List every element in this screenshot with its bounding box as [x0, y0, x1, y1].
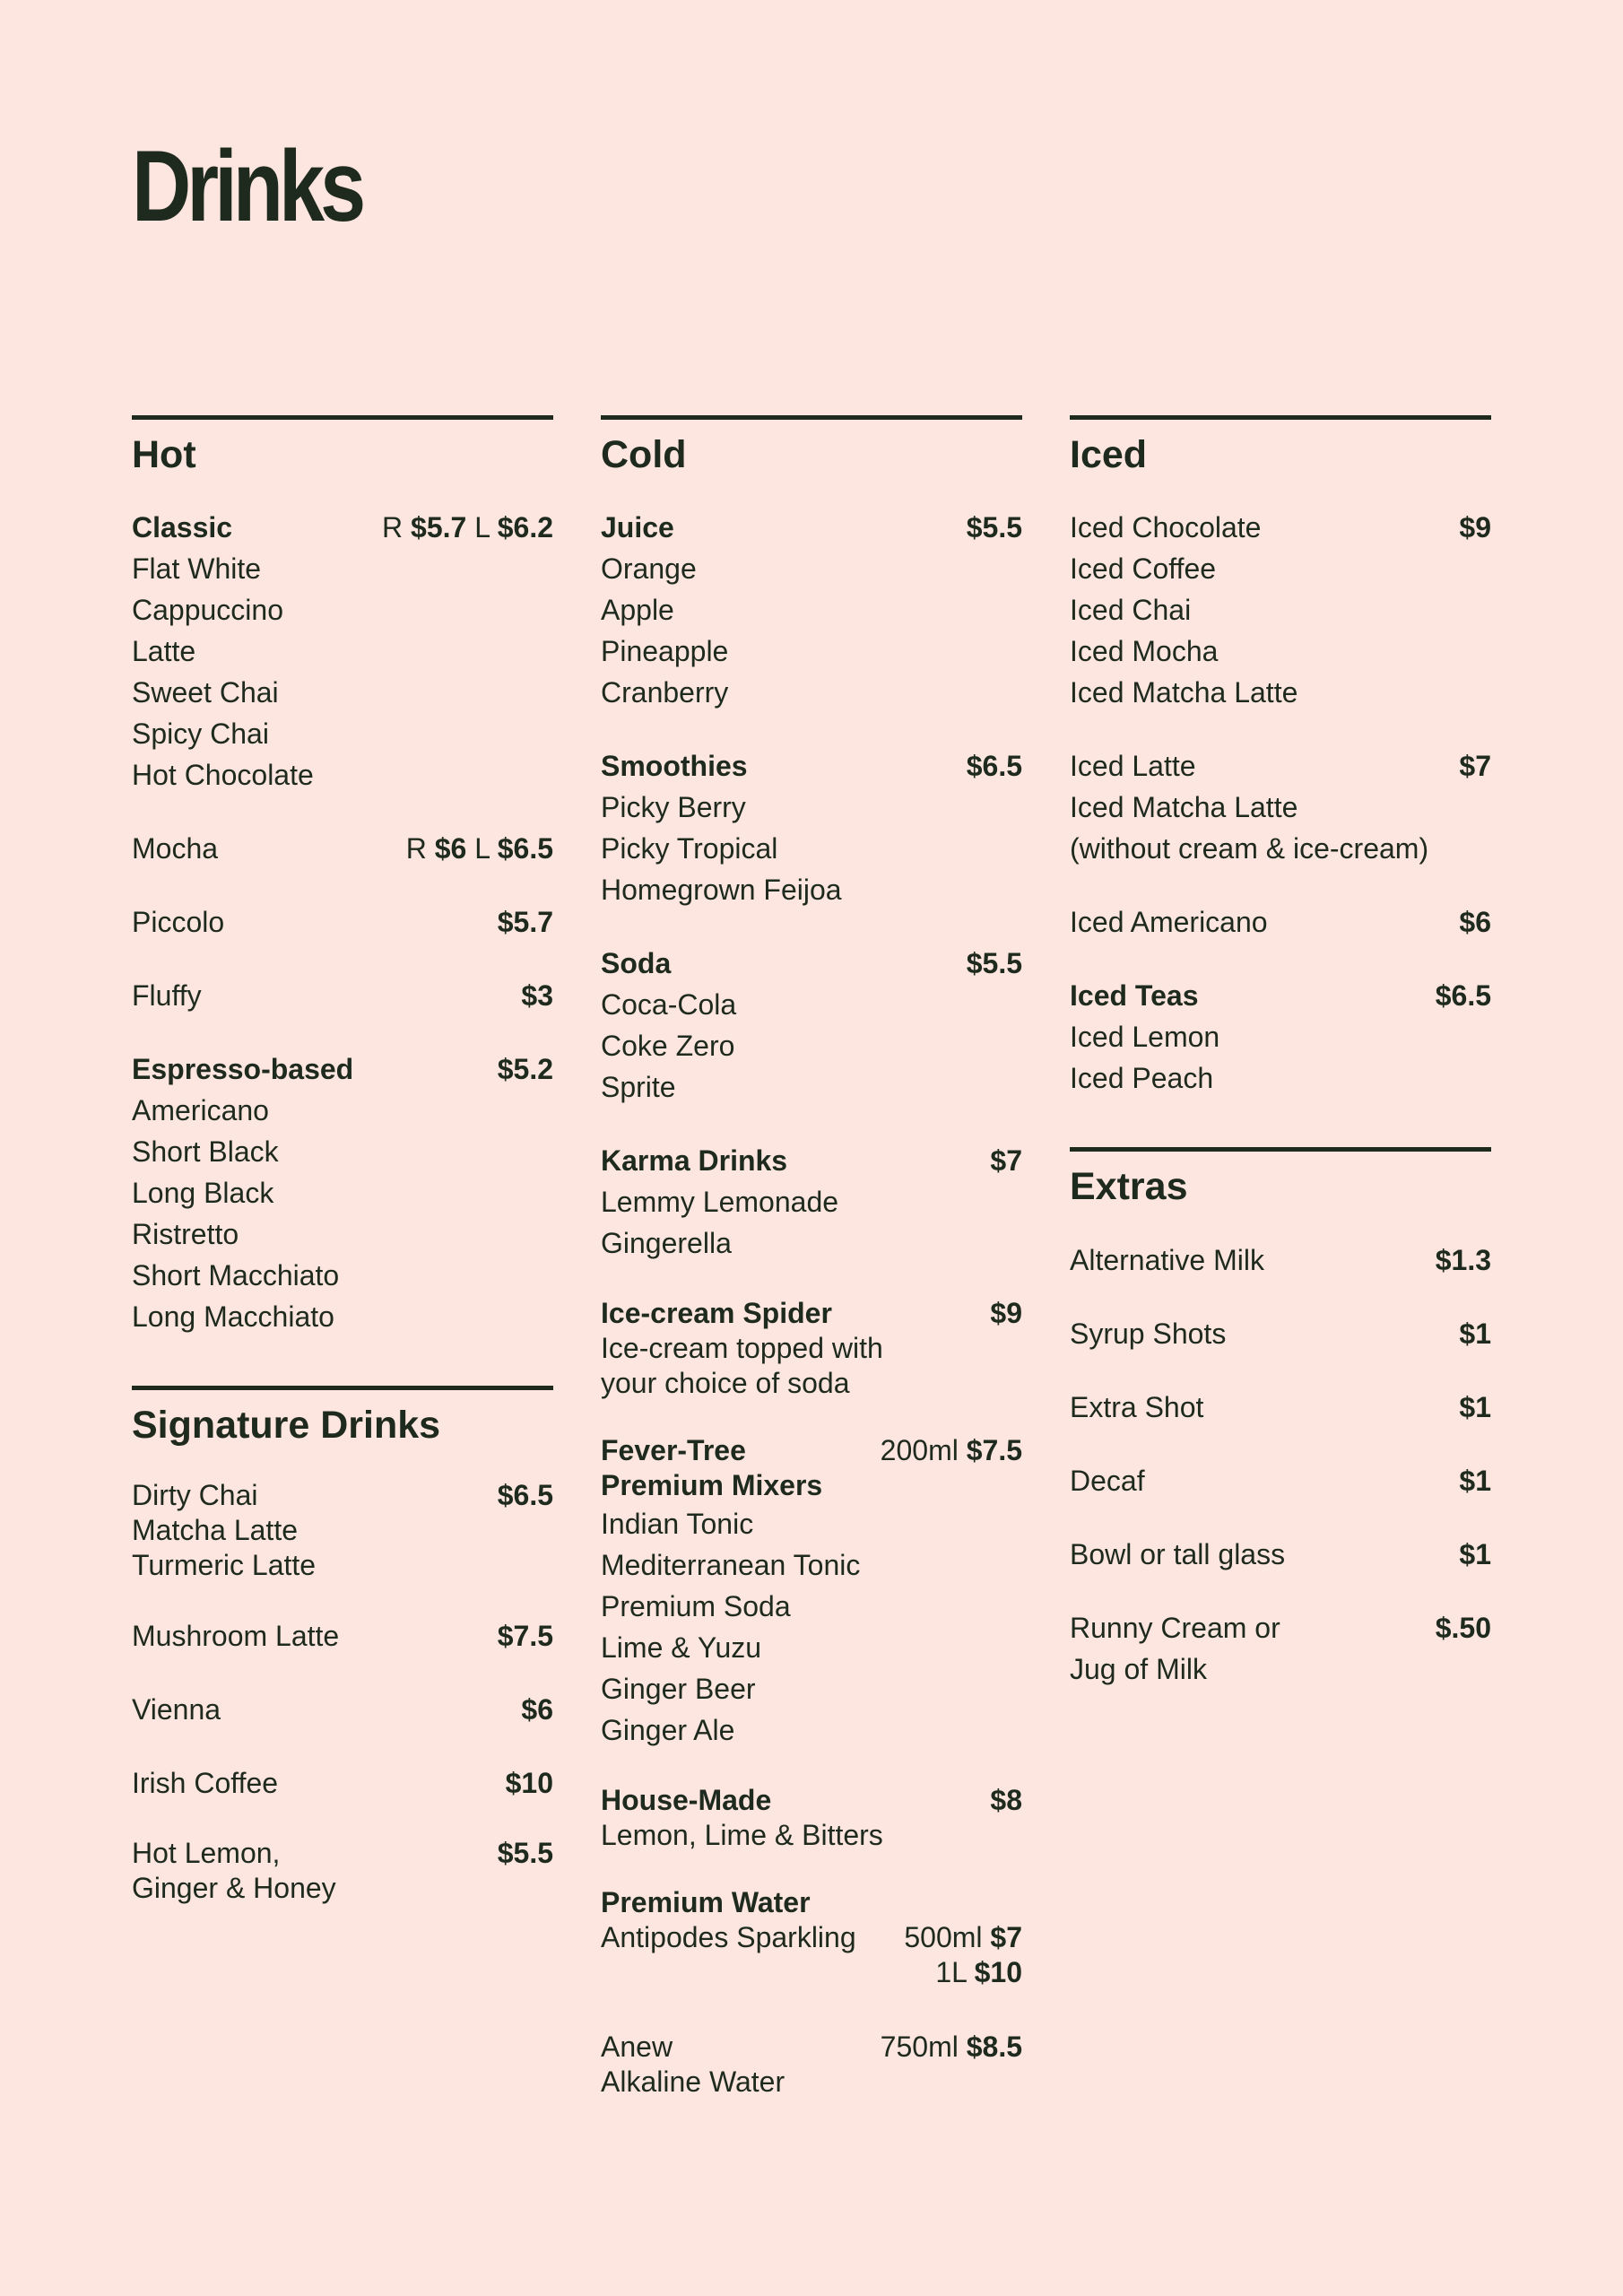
mocha-price: R $6 L $6.5 — [405, 832, 553, 865]
list-item: Matcha Latte — [132, 1513, 298, 1546]
list-item: Iced Matcha Latte — [1070, 676, 1298, 709]
list-item: Lemmy Lemonade — [601, 1186, 839, 1219]
list-item: Long Macchiato — [132, 1300, 334, 1334]
list-item: Americano — [132, 1094, 269, 1127]
extras-cream-item: Runny Cream or $.50 Jug of Milk — [1070, 1611, 1491, 1685]
list-item: Short Black — [132, 1135, 279, 1169]
karma-group: Karma Drinks $7 Lemmy Lemonade Gingerella — [601, 1140, 1022, 1264]
iced-teas-group: Iced Teas $6.5 Iced Lemon Iced Peach — [1070, 975, 1491, 1099]
spider-group: Ice-cream Spider $9 Ice-cream topped with your choice of soda — [601, 1297, 1022, 1400]
hot-lemon-item: Hot Lemon, $5.5 Ginger & Honey — [132, 1836, 553, 1904]
list-item: (without cream & ice-cream) — [1070, 832, 1429, 865]
iced-heading: Iced — [1070, 415, 1491, 476]
hot-column — [132, 415, 553, 1938]
iced-americano-item: Iced Americano $6 — [1070, 906, 1491, 939]
list-item: Picky Berry — [601, 791, 746, 824]
list-item: Flat White — [132, 552, 262, 586]
signature-heading: Signature Drinks — [132, 1386, 553, 1447]
list-item: Homegrown Feijoa — [601, 874, 842, 907]
list-item: Lime & Yuzu — [601, 1631, 762, 1665]
signature-group: Dirty Chai $6.5 Matcha Latte Turmeric Latte — [132, 1478, 553, 1581]
extras-item: Extra Shot $1 — [1070, 1390, 1491, 1423]
anew-group: Anew 750ml $8.5 Alkaline Water — [601, 2031, 1022, 2099]
page-title: Drinks — [132, 130, 362, 242]
list-item: Sprite — [601, 1071, 676, 1104]
list-item: Iced Lemon — [1070, 1021, 1220, 1054]
list-item: Gingerella — [601, 1227, 732, 1260]
classic-name: Classic — [132, 511, 233, 544]
extras-heading: Extras — [1070, 1147, 1491, 1208]
extras-item: Alternative Milk $1.3 — [1070, 1243, 1491, 1276]
classic-group — [132, 507, 553, 796]
classic-price: R $5.7 L $6.2 — [382, 511, 553, 544]
list-item: Premium Soda — [601, 1590, 791, 1623]
list-item: Short Macchiato — [132, 1259, 340, 1292]
extras-item: Decaf $1 — [1070, 1464, 1491, 1497]
water-group: Premium Water Antipodes Sparkling 500ml $7 1L $10 — [601, 1886, 1022, 1989]
extras-item: Bowl or tall glass $1 — [1070, 1537, 1491, 1570]
vienna-item: Vienna $6 — [132, 1692, 553, 1726]
list-item: Coca-Cola — [601, 988, 737, 1022]
cold-column — [601, 415, 1022, 2132]
list-item: Coke Zero — [601, 1030, 735, 1063]
iced-column — [1070, 415, 1491, 1722]
list-item: Ristretto — [132, 1218, 239, 1251]
list-item: Long Black — [132, 1177, 274, 1210]
list-item: Iced Matcha Latte — [1070, 791, 1298, 824]
extras-item: Syrup Shots $1 — [1070, 1317, 1491, 1350]
irish-item: Irish Coffee $10 — [132, 1766, 553, 1799]
list-item: Orange — [601, 552, 697, 586]
list-item: Spicy Chai — [132, 718, 269, 751]
hot-heading: Hot — [132, 415, 553, 476]
cold-heading: Cold — [601, 415, 1022, 476]
list-item: Mediterranean Tonic — [601, 1549, 861, 1582]
piccolo-item: Piccolo $5.7 — [132, 906, 553, 939]
list-item: Ginger Ale — [601, 1714, 735, 1747]
iced-group-2: Iced Latte $7 Iced Matcha Latte (without cream & ice-cream) — [1070, 745, 1491, 869]
list-item: Iced Peach — [1070, 1062, 1214, 1095]
smoothies-group: Smoothies $6.5 Picky Berry Picky Tropical Homegrown Feijoa — [601, 745, 1022, 910]
mocha-item: Mocha R $6 L $6.5 — [132, 828, 553, 869]
list-item: Pineapple — [601, 635, 729, 668]
juice-group: Juice $5.5 Orange Apple Pineapple Cranberry — [601, 507, 1022, 713]
list-item: Ginger Beer — [601, 1673, 756, 1706]
list-item: Turmeric Latte — [132, 1548, 317, 1581]
list-item: Cranberry — [601, 676, 729, 709]
list-item: Picky Tropical — [601, 832, 778, 865]
fluffy-item: Fluffy $3 — [132, 979, 553, 1013]
list-item: Apple — [601, 594, 674, 627]
list-item: Iced Chai — [1070, 594, 1192, 627]
soda-group: Soda $5.5 Coca-Cola Coke Zero Sprite — [601, 943, 1022, 1108]
fevertree-group: Fever-Tree 200ml $7.5 Premium Mixers Indian Tonic Mediterranean Tonic Premium Soda Lime & Yuzu Ginger Beer Ginger Ale — [601, 1433, 1022, 1751]
iced-group-1: Iced Chocolate $9 Iced Coffee Iced Chai Iced Mocha Iced Matcha Latte — [1070, 507, 1491, 713]
list-item: Cappuccino — [132, 594, 283, 627]
list-item: Iced Mocha — [1070, 635, 1219, 668]
list-item: Hot Chocolate — [132, 759, 314, 792]
housemade-group: House-Made $8 Lemon, Lime & Bitters — [601, 1784, 1022, 1852]
espresso-group: Espresso-based $5.2 Americano Short Black Long Black Ristretto Short Macchiato Long Macchiato — [132, 1048, 553, 1337]
list-item: Indian Tonic — [601, 1508, 754, 1541]
list-item: Sweet Chai — [132, 676, 279, 709]
list-item: Latte — [132, 635, 196, 668]
mushroom-item: Mushroom Latte $7.5 — [132, 1619, 553, 1652]
list-item: Iced Coffee — [1070, 552, 1217, 586]
